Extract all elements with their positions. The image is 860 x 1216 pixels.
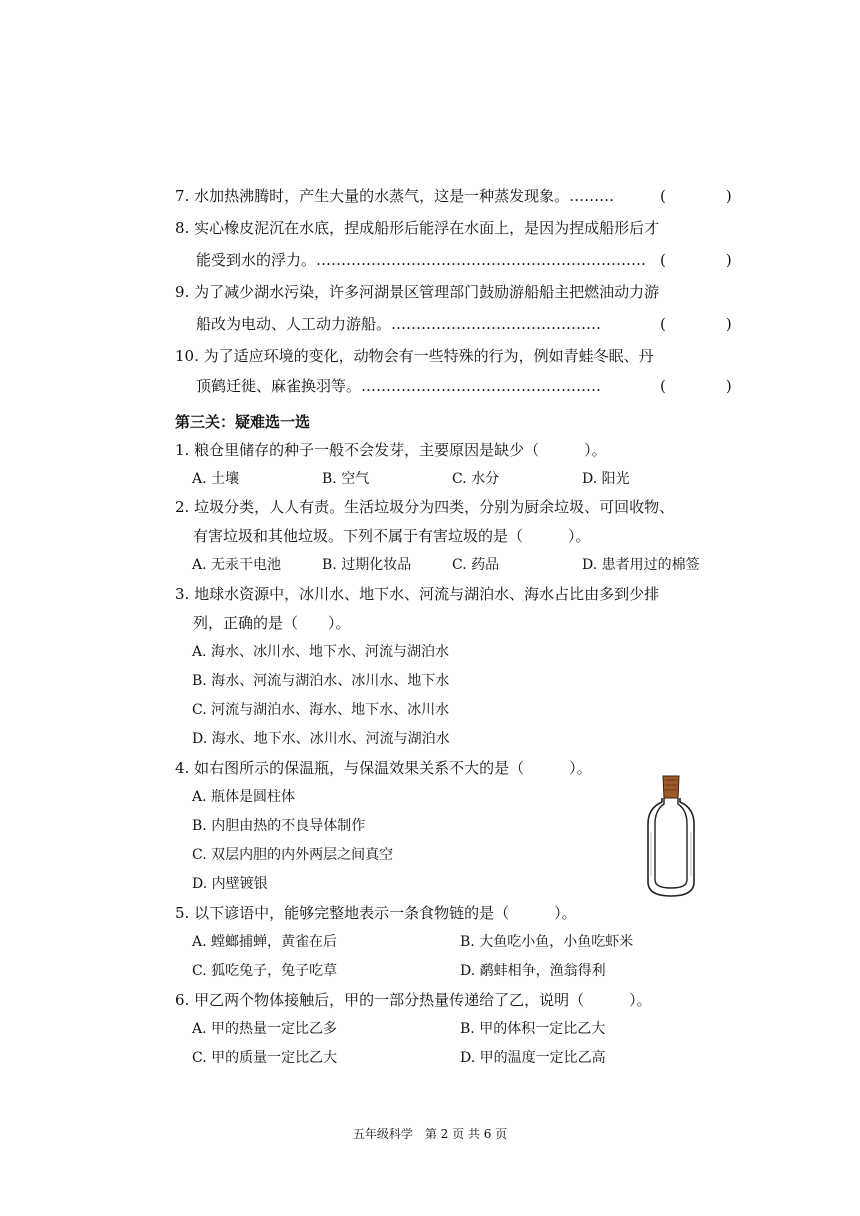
judge-item-9-cont: 船改为电动、人工动力游船。…………………………………… — [196, 315, 602, 333]
q5-option-c[interactable]: C. 狐吃兔子，兔子吃草 — [192, 963, 338, 979]
page-footer: 五年级科学 第 2 页 共 6 页 — [352, 1127, 508, 1141]
answer-paren-7[interactable]: ( ) — [660, 187, 732, 205]
q1-option-a[interactable]: A. 土壤 — [192, 471, 240, 487]
q4-option-a[interactable]: A. 瓶体是圆柱体 — [192, 789, 296, 805]
section-title: 第三关：疑难选一选 — [175, 413, 311, 431]
q1-option-b[interactable]: B. 空气 — [322, 471, 370, 487]
judge-item-8-cont: 能受到水的浮力。………………………………………………………… — [196, 251, 647, 269]
judge-item-8: 8. 实心橡皮泥沉在水底，捏成船形后能浮在水面上，是因为捏成船形后才 — [175, 219, 660, 237]
thermos-flask-icon — [640, 772, 702, 902]
q5-option-a[interactable]: A. 螳螂捕蝉，黄雀在后 — [192, 934, 338, 950]
q4-option-d[interactable]: D. 内壁镀银 — [192, 876, 268, 892]
judge-item-10: 10. 为了适应环境的变化，动物会有一些特殊的行为，例如青蛙冬眠、丹 — [175, 347, 654, 365]
question-1: 1. 粮仓里储存的种子一般不会发芽，主要原因是缺少（ ）。 — [175, 441, 607, 459]
q3-option-b[interactable]: B. 海水、河流与湖泊水、冰川水、地下水 — [192, 673, 450, 689]
q4-option-c[interactable]: C. 双层内胆的内外两层之间真空 — [192, 847, 394, 863]
q5-option-d[interactable]: D. 鹬蚌相争，渔翁得利 — [460, 963, 606, 979]
q3-option-a[interactable]: A. 海水、冰川水、地下水、河流与湖泊水 — [192, 644, 450, 660]
q6-option-d[interactable]: D. 甲的温度一定比乙高 — [460, 1050, 606, 1066]
q3-option-c[interactable]: C. 河流与湖泊水、海水、地下水、冰川水 — [192, 702, 450, 718]
question-5: 5. 以下谚语中，能够完整地表示一条食物链的是（ ）。 — [175, 904, 577, 922]
answer-paren-8[interactable]: ( ) — [660, 251, 732, 269]
q6-option-c[interactable]: C. 甲的质量一定比乙大 — [192, 1050, 338, 1066]
q3-option-d[interactable]: D. 海水、地下水、冰川水、河流与湖泊水 — [192, 731, 450, 747]
judge-item-9: 9. 为了减少湖水污染，许多河湖景区管理部门鼓励游船船主把燃油动力游 — [175, 283, 660, 301]
question-4: 4. 如右图所示的保温瓶，与保温效果关系不大的是（ ）。 — [175, 759, 592, 777]
judge-item-10-cont: 顶鹤迁徙、麻雀换羽等。………………………………………… — [196, 377, 602, 395]
q6-option-b[interactable]: B. 甲的体积一定比乙大 — [460, 1021, 606, 1037]
q2-option-a[interactable]: A. 无汞干电池 — [192, 557, 282, 573]
answer-paren-10[interactable]: ( ) — [660, 377, 732, 395]
q1-option-c[interactable]: C. 水分 — [452, 471, 500, 487]
question-2-cont: 有害垃圾和其他垃圾。下列不属于有害垃圾的是（ ）。 — [193, 527, 591, 545]
q2-option-d[interactable]: D. 患者用过的棉签 — [582, 557, 700, 573]
question-3: 3. 地球水资源中，冰川水、地下水、河流与湖泊水、海水占比由多到少排 — [175, 585, 660, 603]
q2-option-c[interactable]: C. 药品 — [452, 557, 500, 573]
question-3-cont: 列，正确的是（ ）。 — [193, 614, 351, 632]
q4-option-b[interactable]: B. 内胆由热的不良导体制作 — [192, 818, 366, 834]
q1-option-d[interactable]: D. 阳光 — [582, 471, 630, 487]
q6-option-a[interactable]: A. 甲的热量一定比乙多 — [192, 1021, 338, 1037]
q5-option-b[interactable]: B. 大鱼吃小鱼，小鱼吃虾米 — [460, 934, 634, 950]
q2-option-b[interactable]: B. 过期化妆品 — [322, 557, 412, 573]
answer-paren-9[interactable]: ( ) — [660, 315, 732, 333]
question-2: 2. 垃圾分类，人人有责。生活垃圾分为四类，分别为厨余垃圾、可回收物、 — [175, 498, 675, 516]
question-6: 6. 甲乙两个物体接触后，甲的一部分热量传递给了乙，说明（ ）。 — [175, 991, 652, 1009]
judge-item-7: 7. 水加热沸腾时，产生大量的水蒸气，这是一种蒸发现象。……… — [175, 187, 615, 205]
